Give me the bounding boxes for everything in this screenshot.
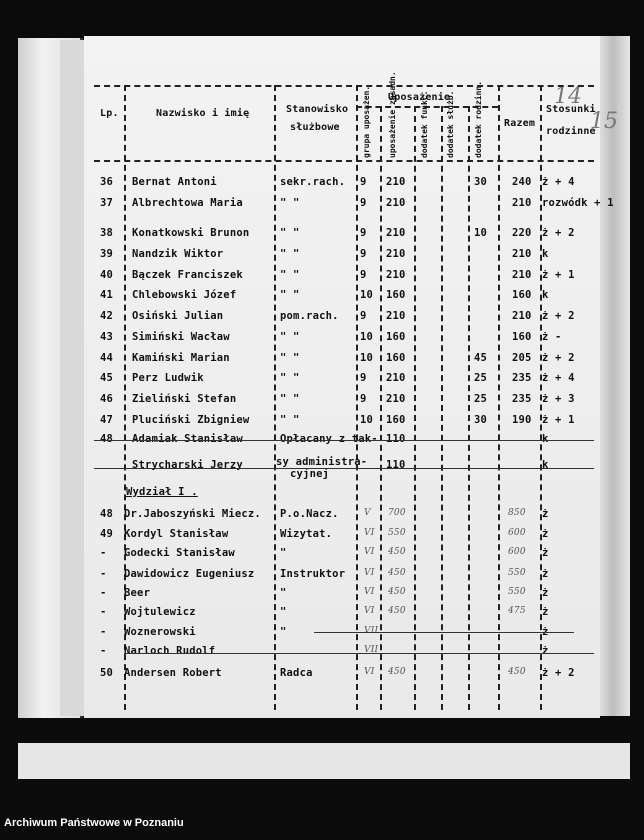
row-group: 9 xyxy=(360,227,367,239)
row-total: 210 xyxy=(512,269,532,281)
header-total: Razem xyxy=(504,118,536,129)
row-total: 240 xyxy=(512,176,532,188)
col-rule xyxy=(414,106,416,710)
row-total: 600 xyxy=(508,547,526,557)
row-lp: - xyxy=(100,547,107,559)
row-position: " " xyxy=(280,227,300,239)
row-family-status: ż xyxy=(542,508,549,520)
archive-caption: Archiwum Państwowe w Poznaniu xyxy=(4,817,184,829)
row-group: 9 xyxy=(360,393,367,405)
row-lp: 36 xyxy=(100,176,114,188)
row-base-salary: 450 xyxy=(388,547,406,557)
row-position: " " xyxy=(280,372,300,384)
strike-line xyxy=(94,468,594,469)
header-bottom-rule xyxy=(94,160,594,162)
row-group: 9 xyxy=(360,372,367,384)
row-lp: 37 xyxy=(100,197,114,209)
row-base-salary: 450 xyxy=(388,667,406,677)
row-position: " " xyxy=(280,248,300,260)
row-name: Dr.Jaboszyński Miecz. xyxy=(124,508,261,520)
row-position: " xyxy=(280,547,287,559)
row-lp: 43 xyxy=(100,331,114,343)
position-continuation: cyjnej xyxy=(290,468,330,480)
row-name: Adamiak Stanisław xyxy=(132,433,243,445)
header-salary-sub: dodatek służb. xyxy=(446,90,455,158)
header-position-2: służbowe xyxy=(290,122,340,133)
row-lp: 38 xyxy=(100,227,114,239)
header-family-2: rodzinne xyxy=(546,126,596,137)
row-base-salary: 110 xyxy=(386,433,406,445)
row-name: Bączek Franciszek xyxy=(132,269,243,281)
row-position: " " xyxy=(280,331,300,343)
row-total: 220 xyxy=(512,227,532,239)
row-name: Konatkowski Brunon xyxy=(132,227,250,239)
row-lp: 49 xyxy=(100,528,114,540)
row-position: " " xyxy=(280,414,300,426)
row-group: 10 xyxy=(360,289,374,301)
row-base-salary: 210 xyxy=(386,372,406,384)
row-total: 600 xyxy=(508,528,526,538)
row-family-status: ż xyxy=(542,645,549,657)
row-group: 10 xyxy=(360,414,374,426)
row-group: 9 xyxy=(360,248,367,260)
right-page-edge xyxy=(596,36,630,716)
row-total: 235 xyxy=(512,393,532,405)
row-position: " xyxy=(280,626,287,638)
col-rule xyxy=(441,106,443,710)
row-base-salary: 450 xyxy=(388,568,406,578)
row-name: Chlebowski Józef xyxy=(132,289,237,301)
row-name: Andersen Robert xyxy=(124,667,222,679)
row-family-status: ż xyxy=(542,528,549,540)
row-family-status: k xyxy=(542,289,549,301)
row-lp: - xyxy=(100,606,107,618)
row-position: Radca xyxy=(280,667,313,679)
col-rule xyxy=(498,85,500,710)
header-position-1: Stanowisko xyxy=(286,104,349,115)
row-lp: 40 xyxy=(100,269,114,281)
row-base-salary: 160 xyxy=(386,331,406,343)
row-lp: 42 xyxy=(100,310,114,322)
header-salary-sub: grupa uposażen. xyxy=(362,85,371,158)
row-total: 475 xyxy=(508,606,526,616)
page-number: 14 15 xyxy=(554,84,618,134)
col-rule xyxy=(380,106,382,710)
row-name: Zieliński Stefan xyxy=(132,393,237,405)
row-name: Godecki Stanisław xyxy=(124,547,235,559)
row-group: VI xyxy=(364,667,375,677)
row-total: 190 xyxy=(512,414,532,426)
row-lp: 46 xyxy=(100,393,114,405)
row-position: sekr.rach. xyxy=(280,176,346,188)
row-lp: 48 xyxy=(100,433,114,445)
strike-line xyxy=(94,440,594,441)
row-lp: 45 xyxy=(100,372,114,384)
row-total: 210 xyxy=(512,248,532,260)
row-name: Woznerowski xyxy=(124,626,196,638)
row-group: 9 xyxy=(360,176,367,188)
row-family-allowance: 30 xyxy=(474,414,488,426)
row-base-salary: 210 xyxy=(386,227,406,239)
row-position: " " xyxy=(280,393,300,405)
row-position: " " xyxy=(280,352,300,364)
row-name: Strycharski Jerzy xyxy=(132,459,243,471)
row-base-salary: 210 xyxy=(386,197,406,209)
row-lp: 41 xyxy=(100,289,114,301)
row-family-allowance: 30 xyxy=(474,176,488,188)
row-total: 160 xyxy=(512,331,532,343)
row-base-salary: 160 xyxy=(386,414,406,426)
row-name: Kamiński Marian xyxy=(132,352,230,364)
row-group: 10 xyxy=(360,331,374,343)
row-total: 550 xyxy=(508,568,526,578)
strike-line xyxy=(314,632,574,633)
row-name: Bernat Antoni xyxy=(132,176,217,188)
row-family-status: ż xyxy=(542,587,549,599)
row-group: VII xyxy=(364,645,379,655)
row-position: Wizytat. xyxy=(280,528,333,540)
row-name: Narloch Rudolf xyxy=(124,645,216,657)
row-family-status: rozwódk + 1 xyxy=(542,197,614,209)
header-salary-sub: dodatek funkc. xyxy=(420,90,429,158)
row-name: Perz Ludwik xyxy=(132,372,204,384)
header-name: Nazwisko i imię xyxy=(156,108,250,119)
row-base-salary: 110 xyxy=(386,459,406,471)
position-continuation: sy administra- xyxy=(276,456,368,468)
row-position: " " xyxy=(280,197,300,209)
col-rule xyxy=(356,85,358,710)
row-position: P.o.Nacz. xyxy=(280,508,339,520)
row-family-status: k xyxy=(542,248,549,260)
row-group: VI xyxy=(364,547,375,557)
row-lp: 39 xyxy=(100,248,114,260)
row-base-salary: 550 xyxy=(388,528,406,538)
row-lp: 50 xyxy=(100,667,114,679)
row-family-status: ż + 1 xyxy=(542,414,575,426)
row-base-salary: 160 xyxy=(386,352,406,364)
row-position: " " xyxy=(280,289,300,301)
row-family-status: k xyxy=(542,459,549,471)
row-total: 210 xyxy=(512,310,532,322)
row-base-salary: 450 xyxy=(388,587,406,597)
row-position: pom.rach. xyxy=(280,310,339,322)
row-family-allowance: 25 xyxy=(474,393,488,405)
row-base-salary: 700 xyxy=(388,508,406,518)
row-family-allowance: 10 xyxy=(474,227,488,239)
row-total: 205 xyxy=(512,352,532,364)
row-family-status: ż + 2 xyxy=(542,352,575,364)
row-lp: - xyxy=(100,626,107,638)
header-lp: Lp. xyxy=(100,108,119,119)
row-name: Simiński Wacław xyxy=(132,331,230,343)
row-family-allowance: 25 xyxy=(474,372,488,384)
row-total: 235 xyxy=(512,372,532,384)
row-total: 550 xyxy=(508,587,526,597)
row-name: Wojtulewicz xyxy=(124,606,196,618)
row-total: 210 xyxy=(512,197,532,209)
row-lp: 48 xyxy=(100,508,114,520)
row-group: 9 xyxy=(360,269,367,281)
header-salary-sub: uposażenie zasadn. xyxy=(388,71,397,158)
row-base-salary: 210 xyxy=(386,269,406,281)
bottom-page-strip xyxy=(18,743,630,779)
header-salary-sub: dodatek rodzinn. xyxy=(474,80,483,158)
row-position: " xyxy=(280,587,287,599)
row-family-status: k xyxy=(542,433,549,445)
row-base-salary: 210 xyxy=(386,176,406,188)
row-base-salary: 450 xyxy=(388,606,406,616)
row-family-status: ż + 3 xyxy=(542,393,575,405)
row-base-salary: 210 xyxy=(386,248,406,260)
row-name: Kordyl Stanisław xyxy=(124,528,229,540)
col-rule xyxy=(468,106,470,710)
row-base-salary: 160 xyxy=(386,289,406,301)
row-lp: - xyxy=(100,568,107,580)
row-name: Dawidowicz Eugeniusz xyxy=(124,568,255,580)
row-name: Beer xyxy=(124,587,151,599)
row-family-status: ż + 4 xyxy=(542,372,575,384)
header-top-rule xyxy=(94,85,594,87)
row-group: 9 xyxy=(360,310,367,322)
row-family-status: ż xyxy=(542,626,549,638)
row-group: 9 xyxy=(360,197,367,209)
row-name: Albrechtowa Maria xyxy=(132,197,243,209)
row-total: 450 xyxy=(508,667,526,677)
strike-line xyxy=(124,653,594,654)
row-name: Osiński Julian xyxy=(132,310,224,322)
row-base-salary: 210 xyxy=(386,310,406,322)
row-family-status: ż xyxy=(542,568,549,580)
row-group: V xyxy=(364,508,371,518)
row-family-status: ż + 4 xyxy=(542,176,575,188)
row-family-status: ż + 2 xyxy=(542,667,575,679)
row-position: Opłacany z tak- xyxy=(280,433,378,445)
row-name: Pluciński Zbigniew xyxy=(132,414,250,426)
row-group: VI xyxy=(364,568,375,578)
row-family-status: ż + 2 xyxy=(542,227,575,239)
row-position: Instruktor xyxy=(280,568,346,580)
row-total: 850 xyxy=(508,508,526,518)
row-group: VI xyxy=(364,606,375,616)
row-family-status: ż xyxy=(542,547,549,559)
row-lp: - xyxy=(100,645,107,657)
row-group: VII xyxy=(364,626,379,636)
col-rule xyxy=(274,85,276,710)
row-lp: 44 xyxy=(100,352,114,364)
row-position: " xyxy=(280,606,287,618)
row-family-status: ż xyxy=(542,606,549,618)
row-group: VI xyxy=(364,587,375,597)
row-family-status: ż + 1 xyxy=(542,269,575,281)
row-base-salary: 210 xyxy=(386,393,406,405)
row-group: VI xyxy=(364,528,375,538)
row-lp: - xyxy=(100,587,107,599)
section-title: Wydział I . xyxy=(126,486,198,498)
header-family-1: Stosunki xyxy=(546,104,596,115)
row-group: 10 xyxy=(360,352,374,364)
row-lp: 47 xyxy=(100,414,114,426)
header-salary: Uposażenie xyxy=(388,92,451,103)
row-position: " " xyxy=(280,269,300,281)
row-total: 160 xyxy=(512,289,532,301)
ledger-sheet xyxy=(84,36,618,718)
row-family-status: ż + 2 xyxy=(542,310,575,322)
row-family-status: ż - xyxy=(542,331,562,343)
row-name: Nandzik Wiktor xyxy=(132,248,224,260)
row-family-allowance: 45 xyxy=(474,352,488,364)
